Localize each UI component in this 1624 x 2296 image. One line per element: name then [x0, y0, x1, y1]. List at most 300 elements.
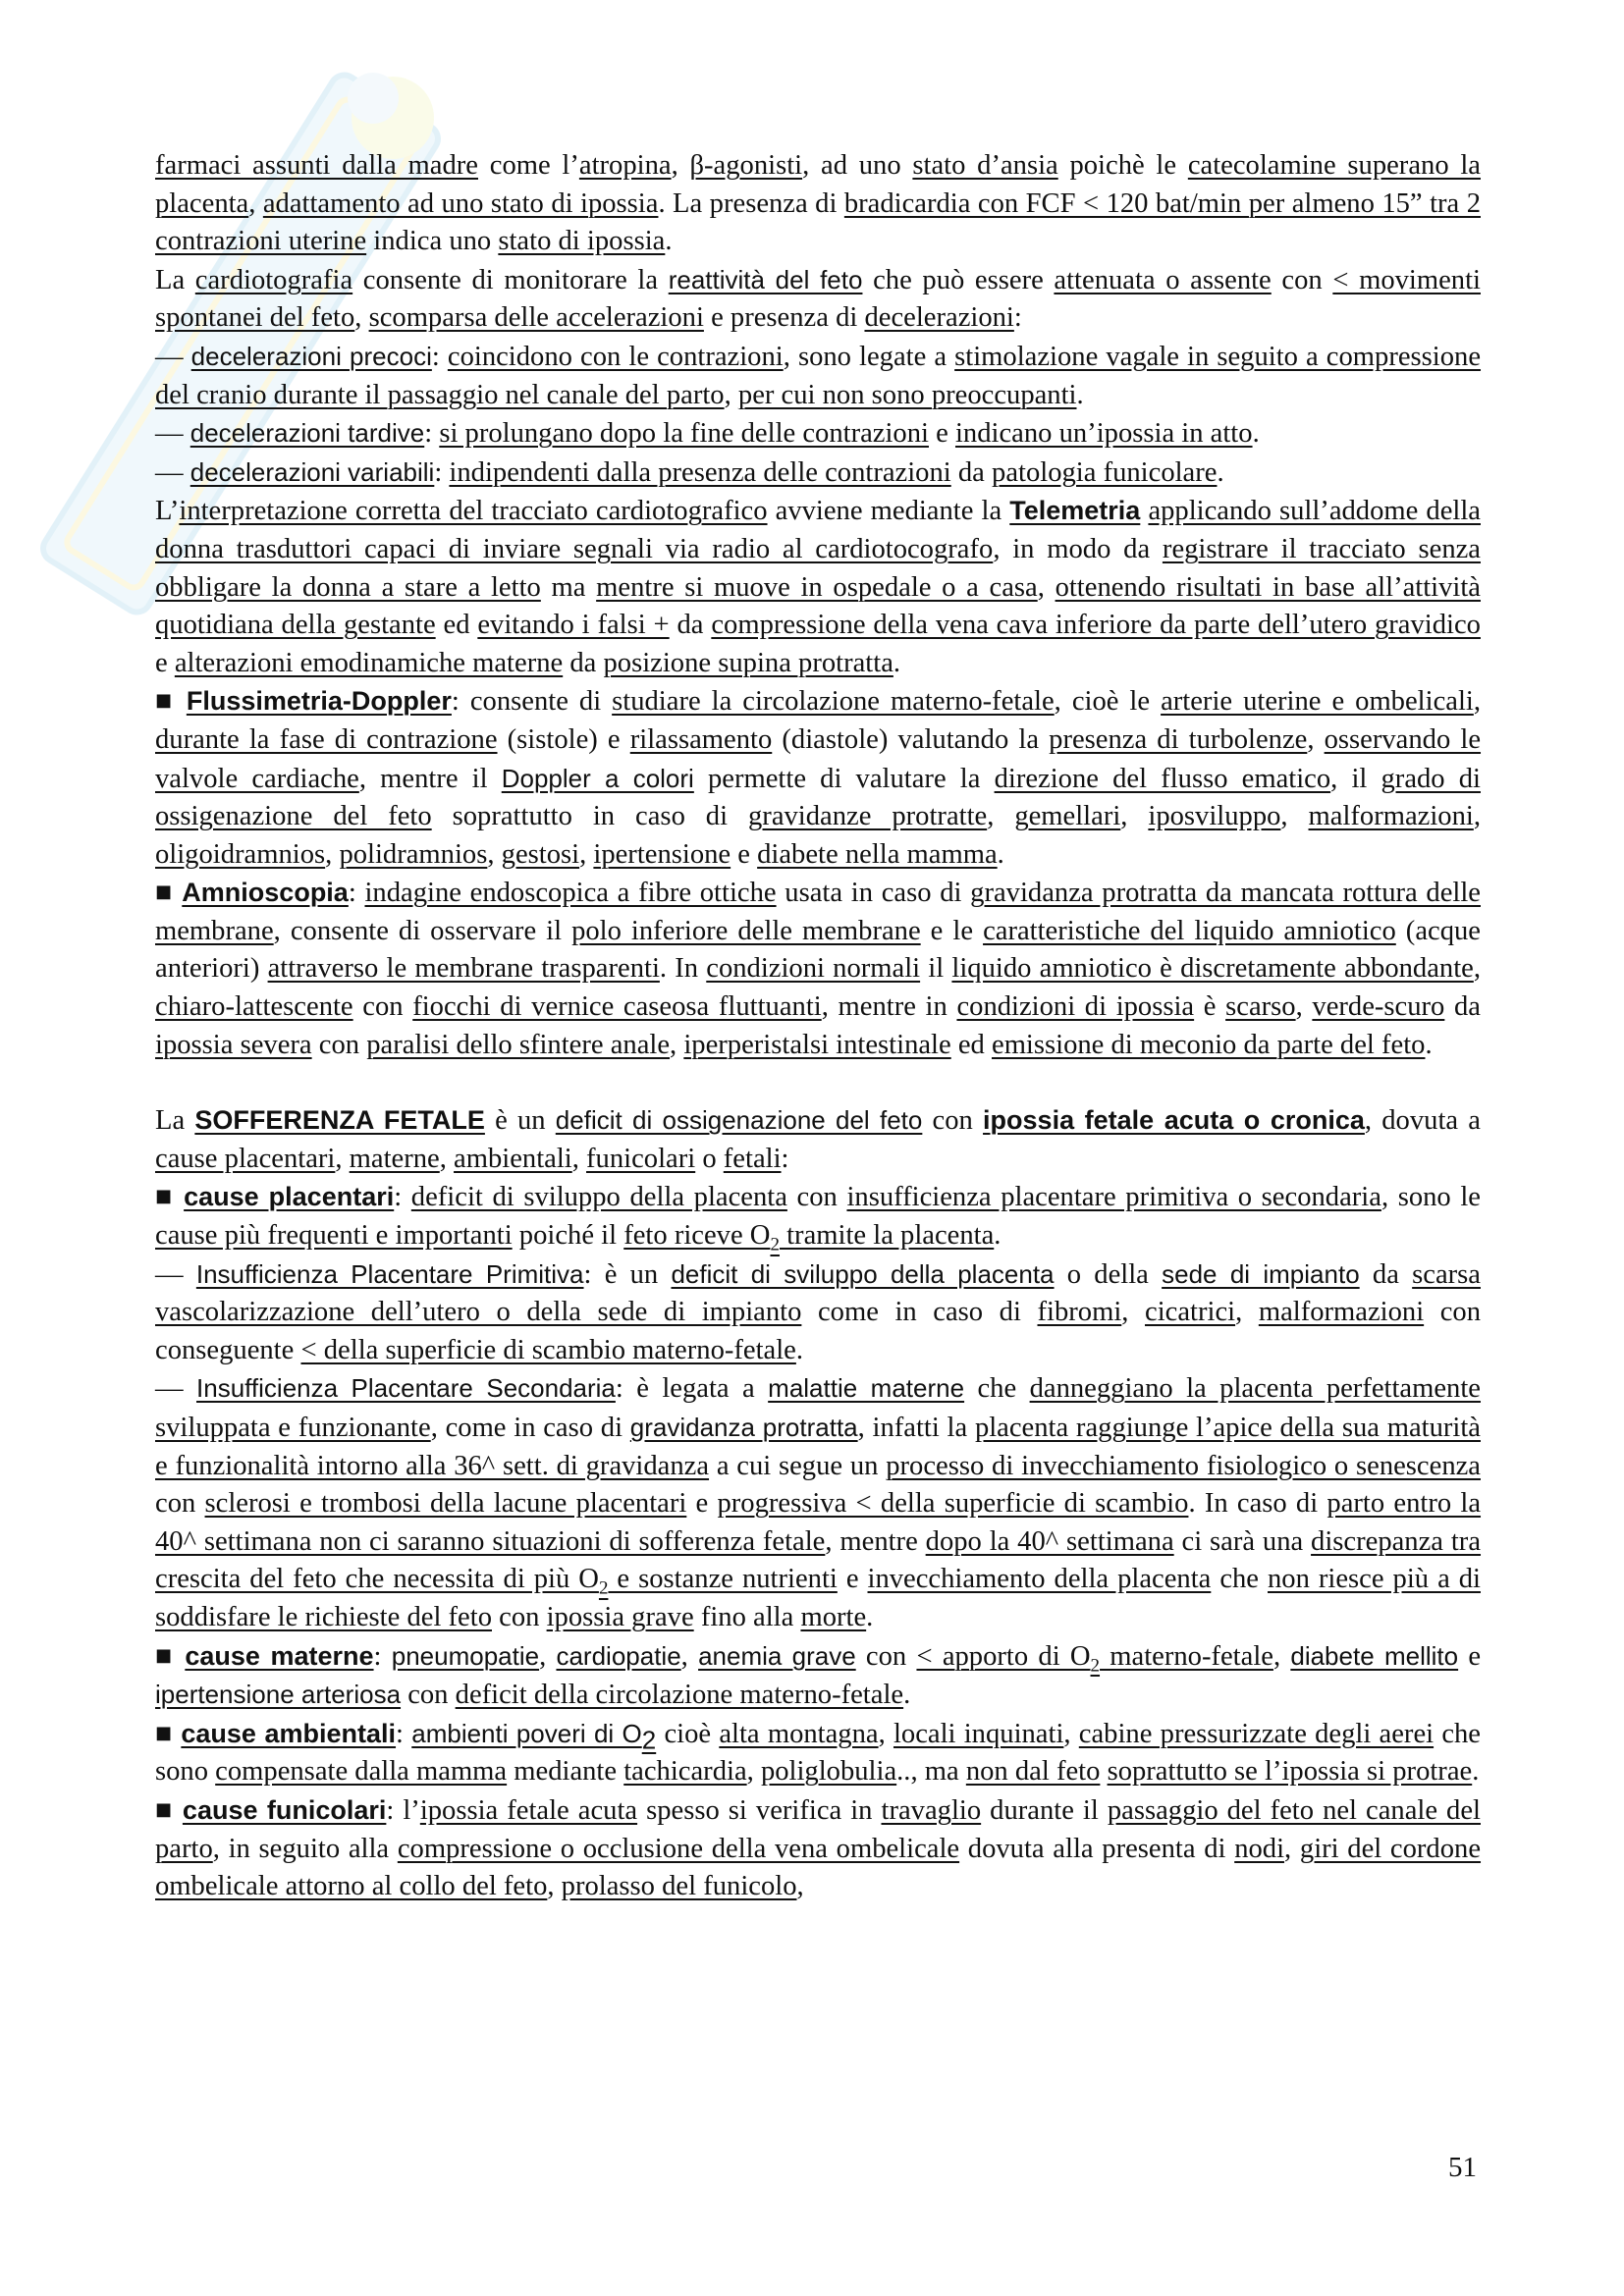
- text-run: avviene mediante la: [767, 496, 1010, 527]
- text-run: come in caso di: [801, 1297, 1038, 1328]
- underlined-phrase: ipossia fetale acuta o cronica: [983, 1105, 1365, 1136]
- text-run: , sono legate a: [783, 341, 955, 372]
- underlined-phrase: e sostanze nutrienti: [608, 1564, 838, 1595]
- text-run: ,: [579, 838, 594, 870]
- text-run: ,: [1235, 1297, 1259, 1328]
- text-run: ,: [670, 1029, 684, 1060]
- underlined-phrase: invecchiamento della placenta: [867, 1564, 1212, 1595]
- underlined-phrase: Amnioscopia: [182, 878, 349, 908]
- text-run: e: [731, 838, 758, 870]
- underlined-phrase: 2: [598, 1578, 609, 1600]
- text-run: ,: [1473, 953, 1481, 985]
- text-run: .., ma: [896, 1756, 966, 1788]
- paragraph: [155, 454, 1481, 493]
- underlined-phrase: decelerazioni tardive: [189, 418, 425, 449]
- underlined-phrase: osservando le valvole cardiache: [155, 723, 1482, 794]
- text-run: da: [669, 610, 712, 641]
- text-run: : consente di: [451, 686, 613, 718]
- underlined-phrase: compressione o occlusione della vena ombelicale: [397, 1833, 960, 1864]
- underlined-phrase: cause funicolari: [182, 1794, 387, 1825]
- text-run: e presenza di: [703, 302, 865, 334]
- underlined-phrase: sclerosi e trombosi della lacune placentari: [204, 1488, 687, 1520]
- text-run: il: [920, 953, 952, 985]
- text-run: , cioè le: [1054, 686, 1162, 718]
- underlined-phrase: decelerazioni: [864, 302, 1014, 334]
- underlined-phrase: atropina: [578, 150, 672, 181]
- underlined-phrase: cabine pressurizzate degli aerei: [1078, 1718, 1435, 1749]
- text-run: e: [1458, 1640, 1482, 1672]
- text-run: e: [837, 1564, 868, 1595]
- underlined-phrase: per cui non sono preoccupanti: [737, 379, 1077, 410]
- underlined-phrase: travaglio: [881, 1794, 982, 1826]
- text-run: (acque anteriori): [155, 915, 1481, 985]
- text-run: .: [1252, 418, 1260, 450]
- underlined-phrase: Insufficienza Placentare Primitiva: [195, 1258, 584, 1289]
- text-run: : è un: [583, 1258, 672, 1290]
- text-run: .: [866, 1601, 874, 1632]
- underlined-phrase: malformazioni: [1258, 1297, 1425, 1328]
- underlined-phrase: tachicardia: [623, 1756, 747, 1788]
- underlined-phrase: cicatrici: [1145, 1297, 1236, 1328]
- underlined-phrase: funicolari: [586, 1143, 696, 1174]
- underlined-phrase: patologia funicolare: [992, 456, 1218, 488]
- text-run: , ad uno: [802, 150, 913, 181]
- text-run: ,: [1037, 571, 1056, 603]
- text-run: cioè: [656, 1718, 720, 1749]
- underlined-phrase: registrare il tracciato senza obbligare la donna a stare a letto: [155, 533, 1481, 603]
- text-run: fino alla: [693, 1601, 801, 1632]
- underlined-phrase: evitando i falsi +: [477, 610, 670, 641]
- underlined-phrase: < della superficie di scambio materno-fetale: [300, 1334, 796, 1365]
- underlined-phrase: gravidanza protratta da mancata rottura delle membrane: [155, 878, 1481, 946]
- text-run: ,: [878, 1718, 893, 1749]
- underlined-phrase: alterazioni emodinamiche materne: [174, 647, 564, 678]
- underlined-phrase: attraverso le membrane trasparenti: [267, 953, 660, 985]
- text-run: —: [155, 418, 190, 450]
- underlined-phrase: coincidono con le contrazioni: [447, 341, 784, 372]
- underlined-phrase: interpretazione corretta del tracciato cardiotografico: [179, 496, 768, 527]
- text-run: poiché il: [512, 1220, 624, 1252]
- text-run: ed: [950, 1029, 992, 1060]
- paragraph: [155, 492, 1481, 682]
- underlined-phrase: danneggiano la placenta perfettamente sviluppata e funzionante: [155, 1373, 1481, 1443]
- square-bullet-icon: ■: [155, 1186, 175, 1207]
- underlined-phrase: 2: [1090, 1655, 1101, 1677]
- underlined-phrase: caratteristiche del liquido amniotico: [983, 915, 1396, 946]
- underlined-phrase: liquido amniotico è discretamente abbondante: [951, 953, 1474, 985]
- paragraph: [155, 338, 1481, 414]
- text-run: : l’: [386, 1794, 420, 1826]
- text-run: . In caso di: [1188, 1488, 1327, 1520]
- underlined-phrase: Doppler a colori: [501, 763, 694, 793]
- underlined-phrase: deficit di sviluppo della placenta: [671, 1258, 1055, 1289]
- paragraph: [155, 414, 1481, 454]
- underlined-phrase: diabete nella mamma: [757, 838, 998, 870]
- text-run: , il: [1330, 763, 1381, 794]
- underlined-phrase: SOFFERENZA FETALE: [194, 1105, 485, 1136]
- text-run: .: [795, 1334, 804, 1365]
- text-run: soprattutto in caso di: [431, 801, 748, 832]
- bullet-paragraph: [155, 1178, 1481, 1255]
- underlined-phrase: < apporto di O: [916, 1640, 1091, 1672]
- underlined-phrase: indicano un’ipossia in atto: [954, 418, 1253, 450]
- underlined-phrase: ambienti poveri di O: [411, 1718, 642, 1748]
- text-run: ,: [1272, 1640, 1291, 1672]
- text-run: o: [695, 1143, 724, 1174]
- underlined-phrase: morte: [800, 1601, 867, 1632]
- underlined-phrase: discrepanza tra crescita del feto che necessita di più O: [155, 1525, 1482, 1595]
- underlined-phrase: applicando sull’addome della donna trasduttori capaci di inviare segnali via radio al cardiotocografo: [155, 496, 1481, 564]
- paragraph: [155, 1255, 1481, 1370]
- text-run: mediante: [507, 1756, 624, 1788]
- underlined-phrase: diabete mellito: [1290, 1640, 1459, 1671]
- text-run: è: [1194, 991, 1226, 1023]
- underlined-phrase: cause placentari: [184, 1182, 395, 1212]
- square-bullet-icon: ■: [155, 1644, 176, 1666]
- page-number: 51: [1448, 2152, 1477, 2183]
- underlined-phrase: parto entro la 40^ settimana non ci saranno situazioni di sofferenza fetale: [155, 1488, 1482, 1557]
- text-run: dovuta alla presenta di: [959, 1833, 1235, 1864]
- text-run: La: [155, 264, 195, 295]
- text-run: o della: [1054, 1258, 1163, 1290]
- text-run: , in seguito alla: [212, 1833, 398, 1864]
- underlined-phrase: non riesce più a di soddisfare le richieste del feto: [155, 1564, 1481, 1632]
- underlined-phrase: gravidanze protratte: [748, 801, 988, 832]
- underlined-phrase: decelerazioni precoci: [190, 341, 432, 371]
- text-run: , mentre: [825, 1525, 926, 1557]
- text-run: .: [893, 647, 901, 678]
- text-run: .: [665, 226, 673, 257]
- underlined-phrase: ipertensione arteriosa: [155, 1680, 402, 1710]
- text-run: ,: [325, 838, 340, 870]
- paragraph: [155, 147, 1481, 261]
- text-run: , consente di osservare il: [273, 915, 572, 946]
- underlined-phrase: oligoidramnios: [155, 838, 326, 870]
- underlined-phrase: farmaci assunti dalla madre: [155, 150, 478, 181]
- text-run: ,: [1280, 801, 1309, 832]
- text-run: da: [950, 456, 993, 488]
- text-run: ,: [796, 1871, 804, 1902]
- underlined-phrase: stato d’ansia: [912, 150, 1058, 181]
- underlined-phrase: fiocchi di vernice caseosa fluttuanti: [412, 991, 822, 1023]
- text-run: :: [434, 456, 450, 488]
- underlined-phrase: presenza di turbolenze: [1049, 723, 1308, 755]
- text-run: , in modo da: [993, 533, 1163, 564]
- text-run: a cui segue un: [709, 1450, 887, 1481]
- text-run: .: [1472, 1756, 1480, 1788]
- text-run: .: [1076, 379, 1084, 410]
- text-run: —: [155, 1373, 197, 1405]
- text-run: .: [994, 1220, 1001, 1252]
- text-run: ,: [539, 1640, 557, 1672]
- underlined-phrase: fetali: [723, 1143, 782, 1174]
- underlined-phrase: locali inquinati: [893, 1718, 1064, 1749]
- underlined-phrase: ambientali: [454, 1143, 572, 1174]
- text-run: con: [1271, 264, 1333, 295]
- text-run: ,: [1120, 801, 1149, 832]
- underlined-phrase: processo di invecchiamento fisiologico o senescenza: [886, 1450, 1481, 1481]
- underlined-phrase: scarsa vascolarizzazione dell’utero o della sede di impianto: [155, 1258, 1481, 1328]
- text-run: :: [431, 341, 448, 372]
- text-run: ,: [1295, 991, 1313, 1023]
- underlined-phrase: pneumopatie: [391, 1640, 540, 1671]
- underlined-phrase: deficit di ossigenazione del feto: [555, 1105, 923, 1136]
- text-run: [1100, 1756, 1107, 1787]
- underlined-phrase: iperperistalsi intestinale: [683, 1029, 951, 1060]
- underlined-phrase: β-agonisti: [689, 150, 803, 181]
- square-bullet-icon: ■: [155, 1722, 174, 1743]
- text-run: e: [928, 418, 955, 450]
- text-run: . La presenza di: [658, 187, 844, 219]
- underlined-phrase: poliglobulia: [760, 1756, 897, 1788]
- underlined-phrase: bradicardia con FCF < 120 bat/min per almeno 15” tra 2 contrazioni uterine: [155, 187, 1481, 257]
- underlined-phrase: passaggio del feto nel canale del parto: [155, 1794, 1481, 1864]
- text-run: da: [563, 647, 604, 678]
- underlined-phrase: direzione del flusso ematico: [994, 763, 1331, 794]
- underlined-phrase: rilassamento: [629, 723, 773, 755]
- underlined-phrase: arterie uterine e ombelicali: [1161, 686, 1474, 718]
- underlined-phrase: cause più frequenti e importanti: [155, 1220, 513, 1252]
- text-run: , infatti la: [857, 1413, 975, 1443]
- text-run: con: [786, 1182, 847, 1213]
- text-run: ,: [1473, 801, 1481, 832]
- text-run: durante il: [981, 1794, 1108, 1826]
- text-run: ,: [571, 1143, 587, 1174]
- text-run: ,: [547, 1871, 562, 1902]
- underlined-phrase: condizioni normali: [706, 953, 921, 985]
- text-run: (diastole) valutando la: [772, 723, 1050, 755]
- underlined-phrase: non dal feto: [965, 1756, 1101, 1788]
- underlined-phrase: reattività del feto: [668, 264, 863, 294]
- text-run: :: [396, 1718, 412, 1749]
- text-run: , come in caso di: [430, 1413, 630, 1443]
- underlined-phrase: Insufficienza Placentare Secondaria: [196, 1373, 616, 1404]
- text-run: ,: [487, 838, 502, 870]
- underlined-phrase: chiaro-lattescente: [155, 991, 353, 1023]
- bullet-paragraph: [155, 682, 1481, 874]
- text-run: ,: [680, 1640, 699, 1672]
- text-run: consente di monitorare la: [352, 264, 669, 295]
- text-run: ,: [439, 1143, 455, 1174]
- underlined-phrase: grado di ossigenazione del feto: [155, 763, 1481, 832]
- underlined-phrase: 2: [770, 1234, 780, 1255]
- underlined-phrase: gestosi: [501, 838, 580, 870]
- underlined-phrase: decelerazioni variabili: [189, 456, 435, 487]
- underlined-phrase: ipossia grave: [546, 1601, 694, 1632]
- text-run: ,: [746, 1756, 761, 1788]
- underlined-phrase: dopo la 40^ settimana: [925, 1525, 1174, 1557]
- text-run: :: [1013, 302, 1022, 334]
- text-run: .: [903, 1680, 911, 1711]
- text-run: , mentre in: [821, 991, 957, 1023]
- text-run: :: [424, 418, 440, 450]
- paragraph: [155, 1369, 1481, 1636]
- underlined-phrase: compensate dalla mamma: [215, 1756, 508, 1788]
- underlined-phrase: 2: [641, 1725, 657, 1755]
- text-run: è un: [484, 1105, 556, 1137]
- underlined-phrase: ipossia fetale acuta: [419, 1794, 638, 1826]
- text-run: :: [781, 1143, 789, 1174]
- text-run: con: [922, 1105, 984, 1137]
- text-run: con: [352, 991, 413, 1023]
- underlined-phrase: compressione della vena cava inferiore da parte dell’utero gravidico: [711, 610, 1481, 641]
- square-bullet-icon: ■: [155, 1798, 174, 1820]
- underlined-phrase: deficit di sviluppo della placenta: [410, 1182, 787, 1213]
- underlined-phrase: condizioni di ipossia: [956, 991, 1195, 1023]
- underlined-phrase: alta montagna: [719, 1718, 879, 1749]
- underlined-phrase: indipendenti dalla presenza delle contrazioni: [449, 456, 951, 488]
- text-run: ma: [540, 571, 597, 603]
- underlined-phrase: gemellari: [1014, 801, 1121, 832]
- underlined-phrase: stato di ipossia: [498, 226, 666, 257]
- text-run: con: [155, 1488, 205, 1520]
- text-run: che può essere: [862, 264, 1055, 295]
- text-run: .: [997, 838, 1004, 870]
- underlined-phrase: Flussimetria-Doppler: [186, 686, 452, 717]
- bullet-paragraph: [155, 1715, 1481, 1791]
- square-bullet-icon: ■: [155, 690, 176, 712]
- underlined-phrase: nodi: [1234, 1833, 1285, 1864]
- underlined-phrase: catecolamine superano la placenta: [155, 150, 1481, 219]
- text-run: poichè le: [1057, 150, 1188, 181]
- text-run: ,: [354, 302, 369, 334]
- underlined-phrase: feto riceve O: [623, 1220, 771, 1252]
- underlined-phrase: deficit della circolazione materno-fetale: [455, 1680, 904, 1711]
- underlined-phrase: soprattutto se l’ipossia si protrae: [1107, 1756, 1473, 1788]
- text-run: , sono le: [1380, 1182, 1481, 1213]
- underlined-phrase: polidramnios: [339, 838, 488, 870]
- underlined-phrase: attenuata o assente: [1054, 264, 1272, 295]
- text-run: ,: [248, 187, 263, 219]
- underlined-phrase: cardiotografia: [194, 264, 353, 295]
- underlined-phrase: giri del cordone ombelicale attorno al collo del feto: [155, 1833, 1482, 1902]
- underlined-phrase: indagine endoscopica a fibre ottiche: [364, 878, 777, 909]
- text-run: con conseguente: [155, 1297, 1482, 1365]
- text-run: e: [155, 647, 175, 678]
- underlined-phrase: iposviluppo: [1148, 801, 1281, 832]
- underlined-phrase: placenta raggiunge l’apice della sua maturità e funzionalità intorno alla 36^ sett. di gravidanza: [155, 1413, 1481, 1481]
- text-run: , mentre il: [358, 763, 502, 794]
- text-run: che: [1211, 1564, 1268, 1595]
- underlined-phrase: posizione supina protratta: [603, 647, 893, 678]
- underlined-phrase: gravidanza protratta: [629, 1413, 858, 1442]
- text-run: ,: [1121, 1297, 1146, 1328]
- underlined-phrase: materne: [349, 1143, 440, 1174]
- text-run: : è legata a: [615, 1373, 769, 1405]
- underlined-phrase: adattamento ad uno stato di ipossia: [262, 187, 659, 219]
- underlined-phrase: cause materne: [185, 1640, 374, 1671]
- text-run: —: [155, 1258, 196, 1290]
- text-run: L’: [155, 496, 180, 527]
- text-run: ,: [724, 379, 738, 410]
- text-run: da: [1444, 991, 1481, 1023]
- text-run: —: [155, 456, 190, 488]
- text-run: :: [373, 1640, 392, 1672]
- text-run: usata in caso di: [776, 878, 971, 909]
- text-run: ,: [1284, 1833, 1300, 1864]
- underlined-phrase: mentre si muove in ospedale o a casa: [596, 571, 1038, 603]
- text-run: ,: [1307, 723, 1325, 755]
- underlined-phrase: scomparsa delle accelerazioni: [368, 302, 704, 334]
- underlined-phrase: progressiva < della superficie di scambio: [717, 1488, 1189, 1520]
- underlined-phrase: tramite la placenta: [779, 1220, 995, 1252]
- square-bullet-icon: ■: [155, 881, 174, 903]
- text-run: ci sarà una: [1173, 1525, 1312, 1557]
- text-run: con: [311, 1029, 367, 1060]
- bullet-paragraph: [155, 1791, 1481, 1906]
- bullet-paragraph: [155, 874, 1481, 1064]
- underlined-phrase: Telemetria: [1009, 496, 1141, 526]
- underlined-phrase: studiare la circolazione materno-fetale: [612, 686, 1055, 718]
- text-run: con: [401, 1680, 456, 1711]
- paragraph: [155, 1101, 1481, 1178]
- underlined-phrase: sede di impianto: [1162, 1258, 1360, 1289]
- text-run: indica uno: [366, 226, 499, 257]
- text-run: , dovuta a: [1364, 1105, 1481, 1137]
- underlined-phrase: scarso: [1225, 991, 1296, 1023]
- text-run: .: [1425, 1029, 1433, 1060]
- underlined-phrase: ipossia severa: [155, 1029, 312, 1060]
- text-run: ,: [1063, 1718, 1079, 1749]
- underlined-phrase: cause placentari: [155, 1143, 336, 1174]
- text-run: ,: [987, 801, 1015, 832]
- underlined-phrase: cause ambientali: [181, 1718, 397, 1748]
- text-run: .: [1217, 456, 1224, 488]
- underlined-phrase: polo inferiore delle membrane: [571, 915, 921, 946]
- underlined-phrase: anemia grave: [698, 1640, 856, 1671]
- underlined-phrase: ottenendo risultati in base all’attività quotidiana della gestante: [155, 571, 1481, 641]
- text-run: da: [1359, 1258, 1413, 1290]
- underlined-phrase: malattie materne: [768, 1373, 965, 1404]
- text-run: come l’: [478, 150, 579, 181]
- text-run: spesso si verifica in: [637, 1794, 882, 1826]
- underlined-phrase: durante la fase di contrazione: [155, 723, 498, 755]
- text-run: ,: [671, 150, 690, 181]
- underlined-phrase: verde-scuro: [1312, 991, 1445, 1023]
- underlined-phrase: < movimenti spontanei del feto: [155, 264, 1481, 334]
- underlined-phrase: cardiopatie: [556, 1640, 681, 1671]
- underlined-phrase: si prolungano dopo la fine delle contrazioni: [439, 418, 929, 450]
- text-run: :: [394, 1182, 411, 1213]
- text-run: . In: [659, 953, 707, 985]
- text-run: e: [686, 1488, 718, 1520]
- text-run: :: [348, 878, 365, 909]
- underlined-phrase: materno-fetale: [1100, 1640, 1273, 1672]
- underlined-phrase: prolasso del funicolo: [561, 1871, 797, 1902]
- paragraph: [155, 261, 1481, 338]
- underlined-phrase: paralisi dello sfintere anale: [366, 1029, 671, 1060]
- underlined-phrase: emissione di meconio da parte del feto: [992, 1029, 1426, 1060]
- underlined-phrase: insufficienza placentare primitiva o secondaria: [846, 1182, 1381, 1213]
- text-run: ,: [1473, 686, 1481, 718]
- text-run: che sono: [155, 1718, 1481, 1788]
- text-run: (sistole) e: [497, 723, 630, 755]
- text-run: permette di valutare la: [693, 763, 995, 794]
- bullet-paragraph: [155, 1637, 1481, 1715]
- underlined-phrase: malformazioni: [1308, 801, 1474, 832]
- document-body: [155, 147, 1481, 1906]
- underlined-phrase: ipertensione: [593, 838, 731, 870]
- underlined-phrase: stimolazione vagale in seguito a compressione del cranio durante il passaggio nel canale del parto: [155, 341, 1482, 410]
- underlined-phrase: fibromi: [1037, 1297, 1122, 1328]
- text-run: con: [492, 1601, 547, 1632]
- text-run: ed: [435, 610, 478, 641]
- text-run: e le: [920, 915, 984, 946]
- text-run: con: [855, 1640, 917, 1672]
- text-run: —: [155, 341, 191, 372]
- text-run: ,: [335, 1143, 350, 1174]
- text-run: che: [964, 1373, 1030, 1405]
